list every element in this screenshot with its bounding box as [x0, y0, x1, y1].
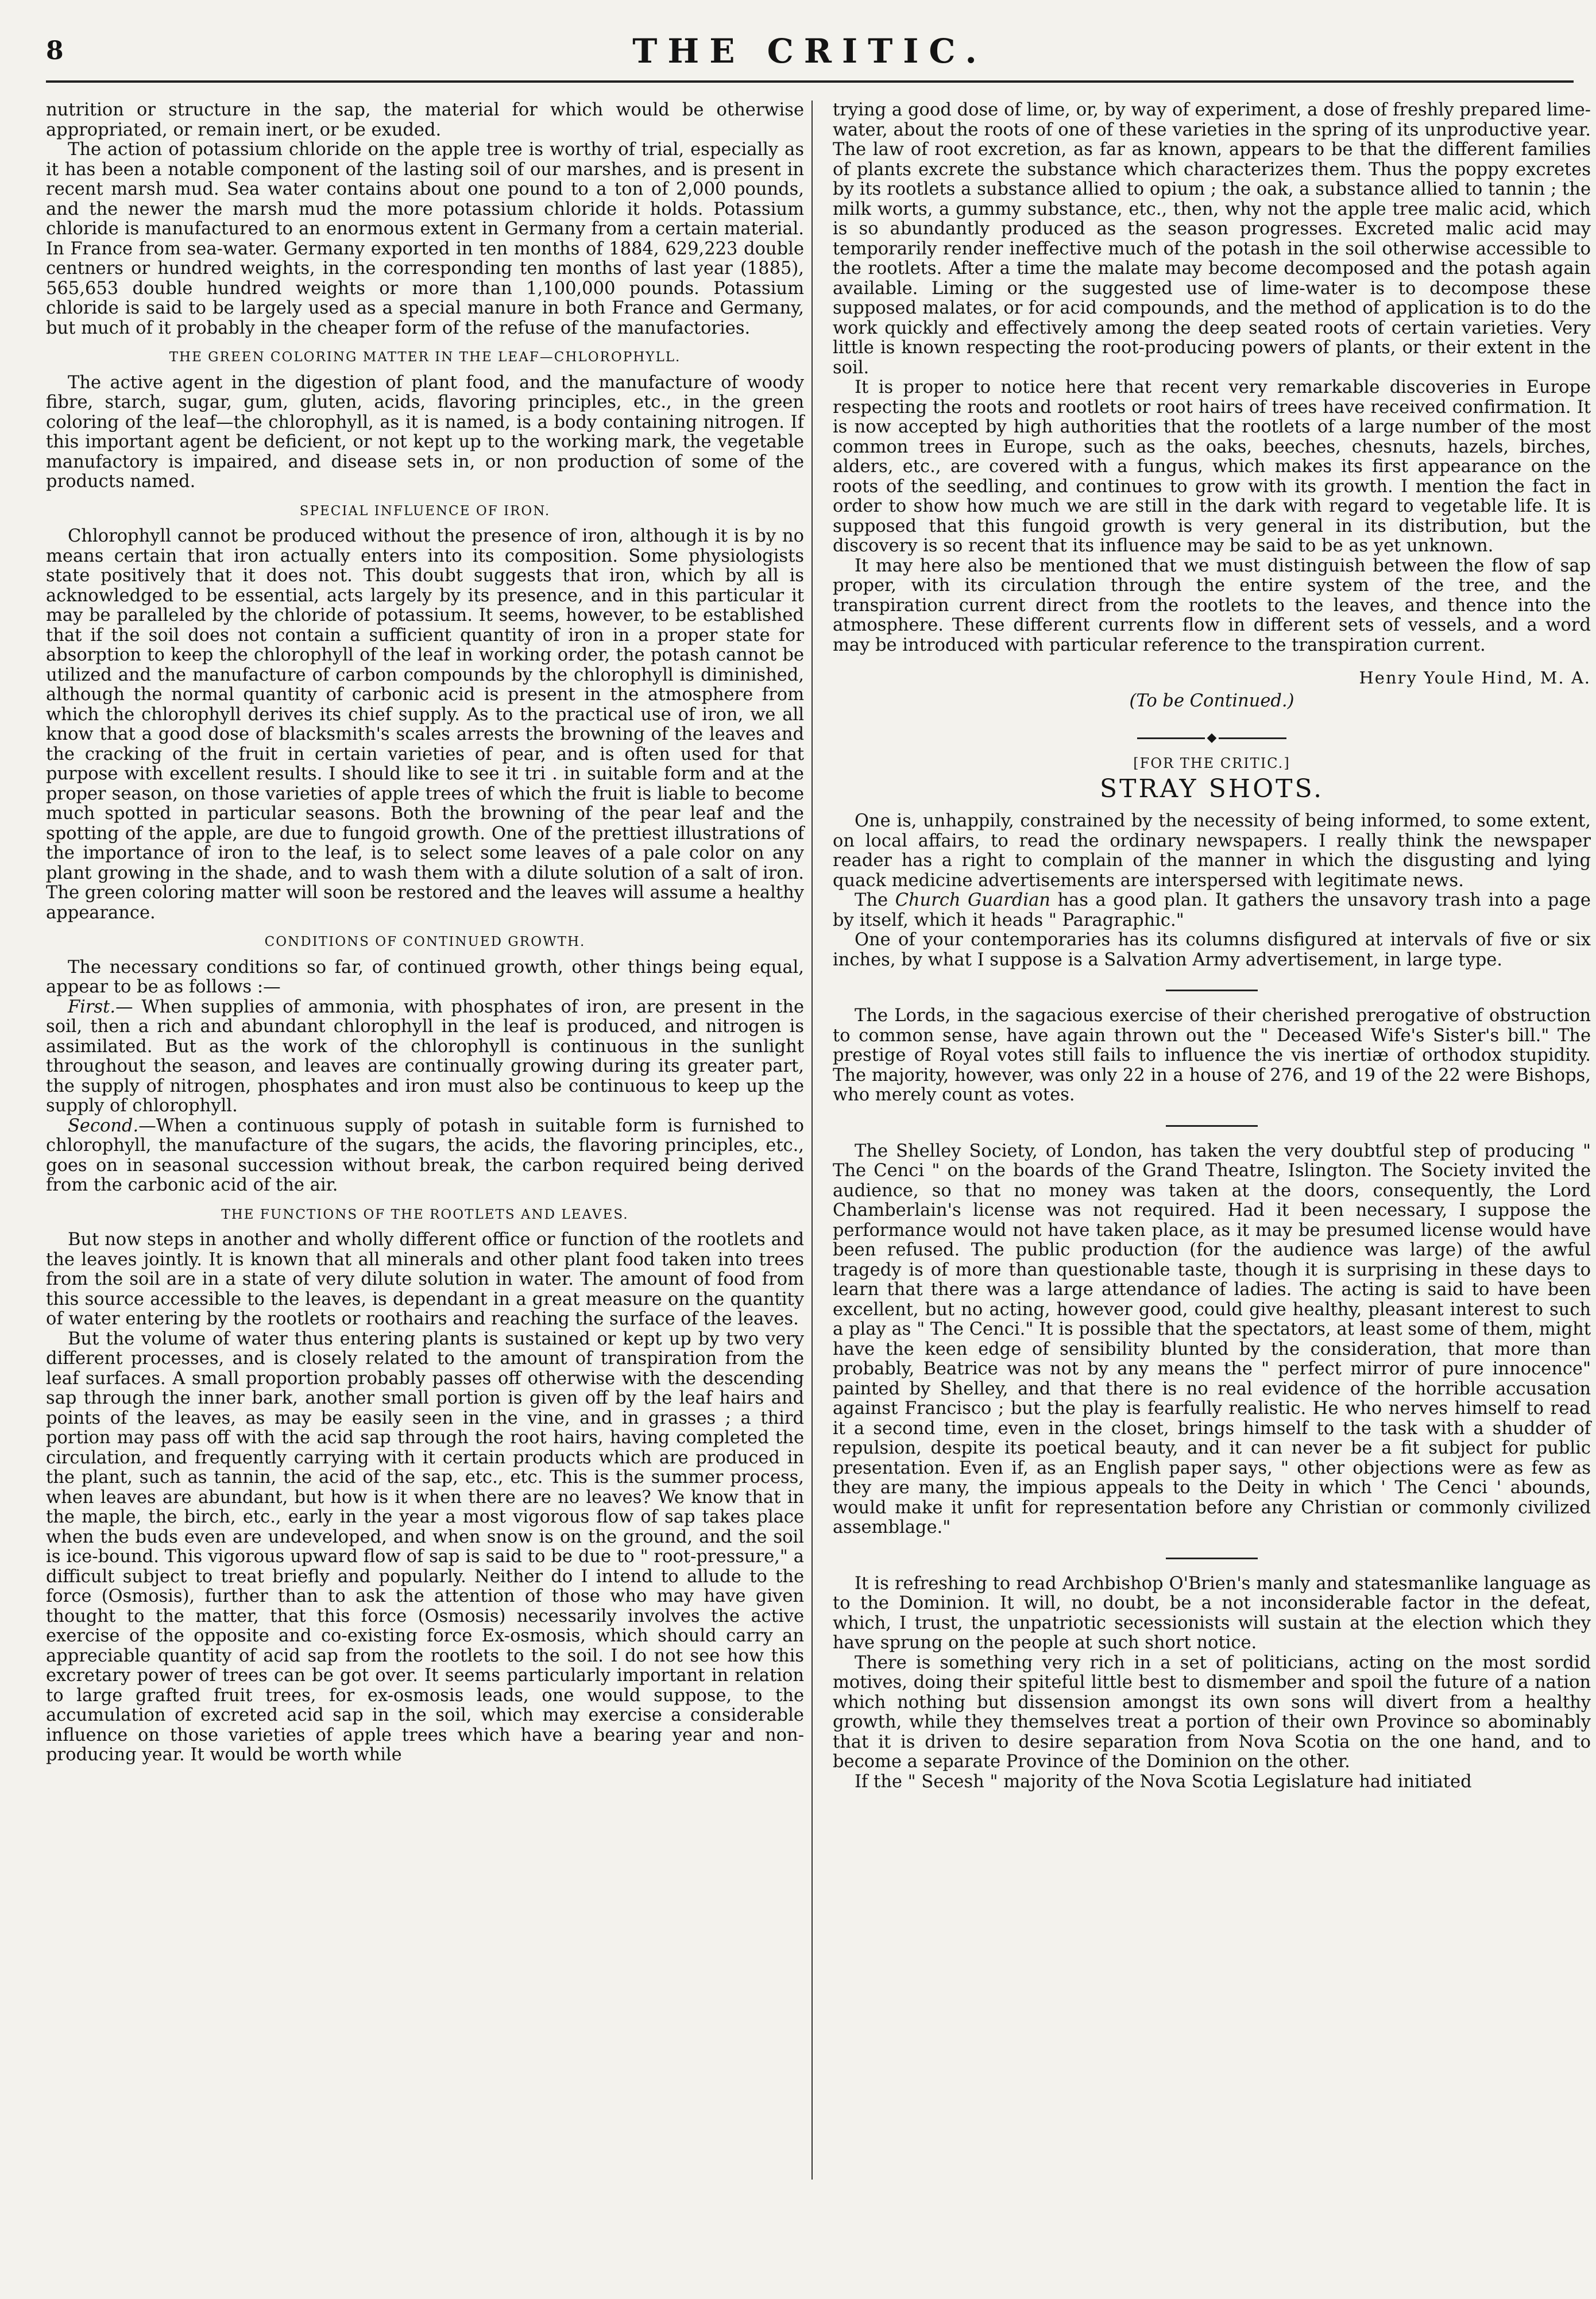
paragraph: The necessary conditions so far, of continued growth, other things being equal, appear to be as follows :— [46, 957, 804, 997]
to-be-continued: (To be Continued.) [1129, 690, 1294, 711]
publication-name: Church Guardian [895, 890, 1050, 910]
short-rule [1166, 990, 1258, 991]
paragraph: nutrition or structure in the sap, the material for which would be otherwise appropriated, or remain inert, or be exuded. [46, 100, 804, 140]
left-column [46, 101, 804, 1765]
author-signature: Henry Youle Hind, M. A. [1359, 668, 1591, 687]
paragraph [46, 1116, 804, 1196]
paragraph: If the " Secesh " majority of the Nova Scotia Legislature had initiated [855, 1771, 1472, 1792]
section-heading-growth: CONDITIONS OF CONTINUED GROWTH. [264, 934, 586, 949]
paragraph: One of your contemporaries has its columns disfigured at intervals of five or six inches, by what I suppose is a Salvation Army advertisement, in large type. [833, 930, 1591, 970]
paragraph: Chlorophyll cannot be produced without the presence of iron, although it is by no means certain that iron actually enters into its composition. Some physiologists state positively that it does not. This doubt suggests that iron, which by all is acknowledged to be essential, acts largely by its presence, and in this particular it may be paralleled by the chloride of potassium. It seems, however, to be established that if the soil does not contain a sufficient quantity of iron in a proper state for absorption to keep the chlorophyll of the leaf in working order, the potash cannot be utilized and the manufacture of carbon compounds by the chlorophyll is diminished, although the normal quantity of carbonic acid is present in the atmosphere from which the chlorophyll derives its chief supply. As to the practical use of iron, we all know that a good dose of blacksmith's scales arrests the browning of the leaves and the cracking of the fruit in certain varieties of pear, and is often used for that purpose with excellent results. I should like to see it tri . in suitable form and at the proper season, on those varieties of apple trees of which the fruit is liable to become much spotted in particular seasons. Both the browning of the pear leaf and the spotting of the apple, are due to fungoid growth. One of the prettiest illustrations of the importance of iron to the leaf, is to select some leaves of a pale color on any plant growing in the shade, and to wash them with a dilute solution of a salt of iron. The green coloring matter will soon be restored and the leaves will assume a healthy appearance. [46, 526, 804, 923]
section-heading-rootlets: THE FUNCTIONS OF THE ROOTLETS AND LEAVES. [221, 1207, 629, 1222]
section-heading-chlorophyll: THE GREEN COLORING MATTER IN THE LEAF—CHLOROPHYLL. [169, 350, 681, 365]
paragraph: But now steps in another and wholly different office or function of the rootlets and the leaves jointly. It is known that all minerals and other plant food taken into trees from the soil are in a state of very dilute solution in water. The amount of food from this source accessible to the leaves, is dependant in a great measure on the quantity of water entering by the rootlets or roothairs and reaching the surface of the leaves. [46, 1230, 804, 1329]
short-rule [1166, 1558, 1258, 1559]
paragraph [833, 891, 1591, 930]
paragraph: It is proper to notice here that recent very remarkable discoveries in Europe respecting the roots and rootlets or root hairs of trees have received confirmation. It is now accepted by high authorities that the rootlets of a large number of the most common trees in Europe, such as the oaks, beeches, chesnuts, hazels, birches, alders, etc., are covered with a fungus, which makes its first appearance on the roots of the seedling, and continues to grow with its growth. I mention the fact in order to show how much we are still in the dark with regard to vegetable life. It is supposed that this fungoid growth is very general in its distribution, but the discovery is so recent that its influence may be said to be as yet unknown. [833, 377, 1591, 556]
paragraph [46, 998, 804, 1116]
text: has a good plan. It gathers the unsavory trash into a page by itself, which it heads " Paragraphic." [833, 890, 1591, 930]
paragraph: It is refreshing to read Archbishop O'Brien's manly and statesmanlike language as to the Dominion. It will, no doubt, be a not inconsiderable factor in the defeat, which, I trust, the unpatriotic secessionists will sustain at the election which they have sprung on the people at such short notice. [833, 1573, 1591, 1653]
column-divider [811, 101, 813, 2180]
paragraph: It may here also be mentioned that we must distinguish between the flow of sap proper, with its circulation through the entire system of the tree, and the transpiration current direct from the rootlets to the leaves, and thence into the atmosphere. These different currents flow in different sets of vessels, and a word may be introduced with particular reference to the transpiration current. [833, 555, 1591, 655]
paragraph: One is, unhappily, constrained by the necessity of being informed, to some extent, on local affairs, to read the ordinary newspapers. I really think the newspaper reader has a right to complain of the manner in which the disgusting and lying quack medicine advertisements are interspersed with legitimate news. [833, 811, 1591, 891]
paragraph: The Shelley Society, of London, has taken the very doubtful step of producing " The Cenci " on the boards of the Grand Theatre, Islington. The Society invited the audience, so that no money was taken at the doors, consequently, the Lord Chamberlain's license was not required. Had it been necessary, I suppose the performance would not have taken place, as it may be presumed license would have been refused. The public production (for the audience was large) of the awful tragedy is of more than questionable taste, though it is surprising in these days to learn that there was a large attendance of ladies. The acting is said to have been excellent, but no acting, however good, could give healthy, pleasant interest to such a play as " The Cenci." It is possible that the spectators, at least some of them, might have the keen edge of sensibility blunted by the consideration, that more than probably, Beatrice was not by any means the " perfect mirror of pure innocence" painted by Shelley, and that there is no real evidence of the horrible accusation against Francisco ; but the play is fearfully realistic. He who nerves himself to read it a second time, even in the closet, brings himself to the task with a shudder of repulsion, despite its poetical beauty, and it can never be a fit subject for public presentation. Even if, as an English paper says, " other objections were as few as they are many, the impious appeals to the Deity in which ' The Cenci ' abounds, would make it unfit for representation before any Christian or commonly civilized assemblage." [833, 1141, 1591, 1537]
page-header [46, 32, 1574, 72]
paragraph: The action of potassium chloride on the apple tree is worthy of trial, especially as it has been a notable component of the lasting soil of our marshes, and is present in recent marsh mud. Sea water contains about one pound to a ton of 2,000 pounds, and the newer the marsh mud the more potassium chloride it holds. Potassium chloride is manufactured to an enormous extent in Germany from a certain material. In France from sea-water. Germany exported in ten months of 1884, 629,223 double centners or hundred weights, in the corresponding ten months of last year (1885), 565,653 double hundred weights or more than 1,100,000 pounds. Potassium chloride is said to be largely used as a special manure in both France and Germany, but much of it probably in the cheaper form of the refuse of the manufactories. [46, 140, 804, 338]
ornament-divider: ◆ [1137, 734, 1286, 742]
paragraph: But the volume of water thus entering plants is sustained or kept up by two very different processes, and is closely related to the amount of transpiration from the leaf surfaces. A small proportion probably passes off otherwise with the descending sap through the inner bark, another small portion is given off by the leaf hairs and points of the leaves, as may be easily seen in the vine, and in grasses ; a third portion may pass off with the acid sap through the root hairs, having completed the circulation, and frequently carrying with it certain products which are produced in the plant, such as tannin, the acid of the sap, etc., etc. This is the summer process, when leaves are abundant, but how is it when there are no leaves? We know that in the maple, the birch, etc., early in the year a most vigorous flow of sap takes place when the buds even are undeveloped, and when snow is on the ground, and the soil is ice-bound. This vigorous upward flow of sap is said to be due to " root-pressure," a difficult subject to treat briefly and popularly. Neither do I intend to allude to the force (Osmosis), further than to ask the attention of those who may have given thought to the matter, that this force (Osmosis) necessarily involves the active exercise of the opposite and co-existing force Ex-osmosis, which should carry an appreciable quantity of acid sap from the rootlets to the soil. I do not see how this excretary power of trees can be got over. It seems particularly important in relation to large grafted fruit trees, for ex-osmosis leads, one would suppose, to the accumulation of excreted acid sap in the soil, which may exercise a considerable influence on those varieties of apple trees which have a bearing year and non-producing year. It would be worth while [46, 1328, 804, 1765]
stray-shots-title: STRAY SHOTS. [1099, 774, 1324, 803]
right-column [833, 101, 1591, 1792]
paragraph-body: — When supplies of ammonia, with phosphates of iron, are present in the soil, then a rich and abundant chlorophyll in the leaf is produced, and nitrogen is assimilated. But as the work of the chlorophyll is continuous in the sunlight throughout the season, and leaves are continually growing during its greater part, the supply of nitrogen, phosphates and iron must also be continuous to keep up the supply of chlorophyll. [46, 996, 804, 1116]
page-number: 8 [46, 36, 64, 65]
paragraph-body: —When a continuous supply of potash in suitable form is furnished to chlorophyll, the manufacture of the sugars, the acids, the flavoring principles, etc., goes on in seasonal succession without break, the carbon required being derived from the carbonic acid of the air. [46, 1115, 804, 1195]
header-rule [46, 80, 1574, 83]
paragraph: The Lords, in the sagacious exercise of their cherished prerogative of obstruction to common sense, have again thrown out the " Deceased Wife's Sister's bill." The prestige of Royal votes still fails to influence the vis inertiæ of orthodox stupidity. The majority, however, was only 22 in a house of 276, and 19 of the 22 were Bishops, who merely count as votes. [833, 1006, 1591, 1105]
short-rule [1166, 1125, 1258, 1127]
for-the-critic-label: [FOR THE CRITIC.] [1133, 755, 1290, 771]
paragraph-lead: First. [68, 996, 116, 1017]
paragraph: trying a good dose of lime, or, by way of experiment, a dose of freshly prepared lime-water, about the roots of one of these varieties in the spring of its unproductive year. The law of root excretion, as far as known, appears to be that the different families of plants excrete the substance which characterizes them. Thus the poppy excretes by its rootlets a substance allied to opium ; the oak, a substance allied to tannin ; the milk worts, a gummy substance, etc., then, why not the apple tree malic acid, which is so abundantly produced as the season progresses. Excreted malic acid may temporarily render ineffective much of the potash in the soil otherwise accessible to the rootlets. After a time the malate may become decomposed and the potash again available. Liming or the suggested use of lime-water is to decompose these supposed malates, or for acid compounds, and the method of application is to do the work quickly and effectively among the deep seated roots of certain varieties. Very little is known respecting the root-producing powers of plants, or their extent in the soil. [833, 100, 1591, 378]
section-heading-iron: SPECIAL INFLUENCE OF IRON. [299, 503, 551, 519]
paragraph: There is something very rich in a set of politicians, acting on the most sordid motives, doing their spiteful little best to dismember and spoil the future of a nation which nothing but dissension amongst its own sons will divert from a healthy growth, while they themselves treat a portion of their own Province so abominably that it is driven to desire separation from Nova Scotia on the one hand, and to become a separate Province of the Dominion on the other. [833, 1652, 1591, 1772]
paragraph: The active agent in the digestion of plant food, and the manufacture of woody fibre, starch, sugar, gum, gluten, acids, flavoring principles, etc., in the green coloring of the leaf—the chlorophyll, as it is named, is a body containing nitrogen. If this important agent be deficient, or not kept up to the working mark, the vegetable manufactory is impaired, and disease sets in, or non production of some of the products named. [46, 372, 804, 492]
masthead-title: THE CRITIC. [632, 32, 987, 71]
text: The [855, 890, 895, 910]
paragraph-lead: Second. [68, 1115, 139, 1136]
